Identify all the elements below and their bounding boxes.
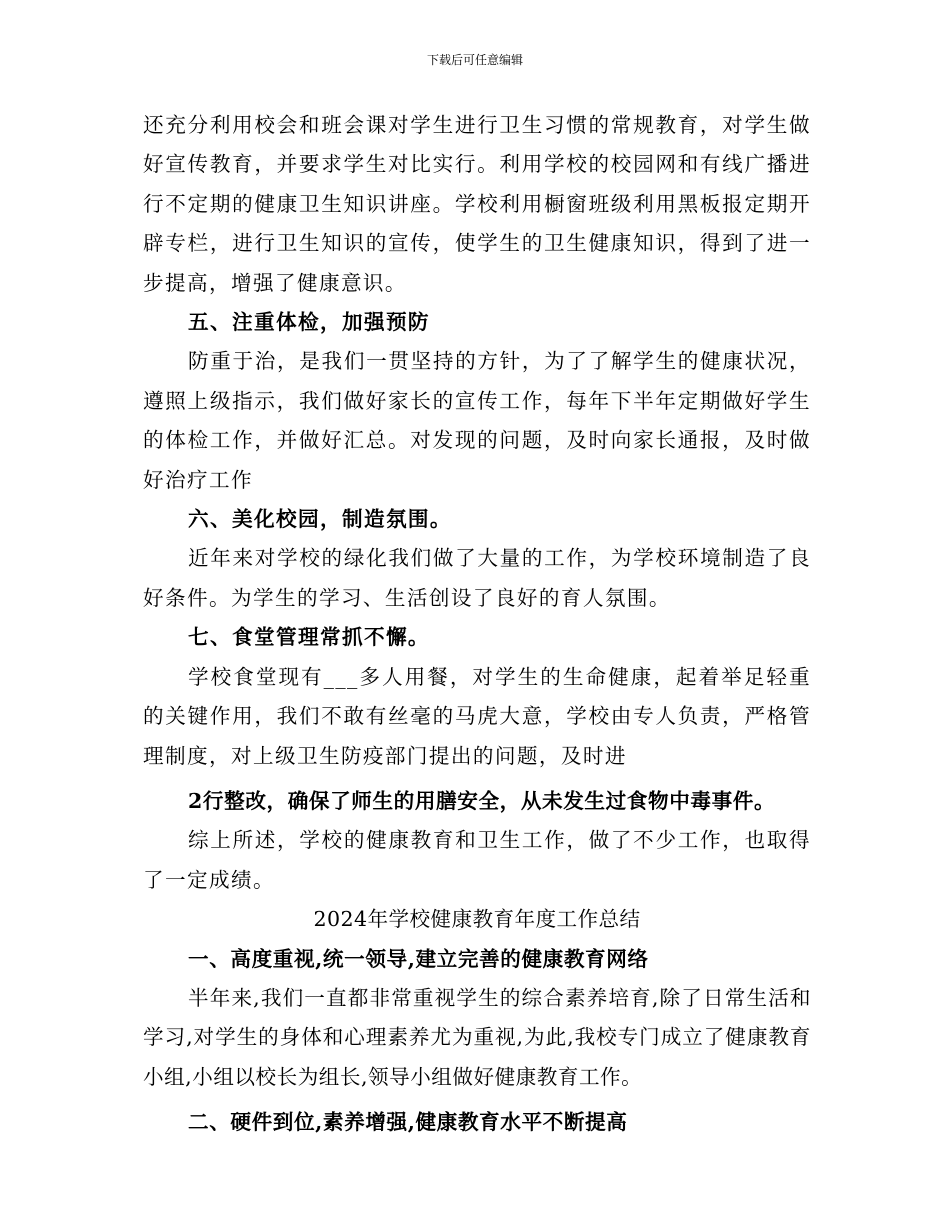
heading-rectification: 2行整改，确保了师生的用膳安全，从未发生过食物中毒事件。 <box>188 788 776 813</box>
paragraph-conclusion: 综上所述，学校的健康教育和卫生工作，做了不少工作，也取得了一定成绩。 <box>143 828 811 892</box>
paragraph-health-group: 半年来,我们一直都非常重视学生的综合素养培育,除了日常生活和学习,对学生的身体和心理素养尤为重视,为此,我校专门成立了健康教育小组,小组以校长为组长,领导小组做好健康教育工作。 <box>143 985 811 1089</box>
heading-section-six: 六、美化校园，制造氛围。 <box>188 507 452 532</box>
page-header-note: 下载后可任意编辑 <box>426 53 523 67</box>
paragraph-canteen-management: 学校食堂现有___多人用餐，对学生的生命健康，起着举足轻重的关键作用，我们不敢有丝毫的马虎大意，学校由专人负责，严格管理制度，对上级卫生防疫部门提出的问题，及时进 <box>143 664 811 768</box>
heading-section-seven: 七、食堂管理常抓不懈。 <box>188 625 430 650</box>
heading-part-one: 一、高度重视,统一领导,建立完善的健康教育网络 <box>188 946 649 971</box>
heading-part-two: 二、硬件到位,素养增强,健康教育水平不断提高 <box>188 1110 628 1135</box>
paragraph-health-checkup: 防重于治，是我们一贯坚持的方针，为了了解学生的健康状况，遵照上级指示，我们做好家长的宣传工作，每年下半年定期做好学生的体检工作，并做好汇总。对发现的问题，及时向家长通报，及时做好治疗工作 <box>143 349 811 492</box>
paragraph-hygiene-education: 还充分利用校会和班会课对学生进行卫生习惯的常规教育，对学生做好宣传教育，并要求学生对比实行。利用学校的校园网和有线广播进行不定期的健康卫生知识讲座。学校利用橱窗班级利用黑板报定期开辟专栏，进行卫生知识的宣传，使学生的卫生健康知识，得到了进一步提高，增强了健康意识。 <box>143 113 811 295</box>
document-title: 2024年学校健康教育年度工作总结 <box>313 907 641 932</box>
document-body <box>143 106 811 1143</box>
paragraph-campus-greening: 近年来对学校的绿化我们做了大量的工作，为学校环境制造了良好条件。为学生的学习、生活创设了良好的育人氛围。 <box>143 546 811 610</box>
heading-section-five: 五、注重体检，加强预防 <box>188 310 430 335</box>
